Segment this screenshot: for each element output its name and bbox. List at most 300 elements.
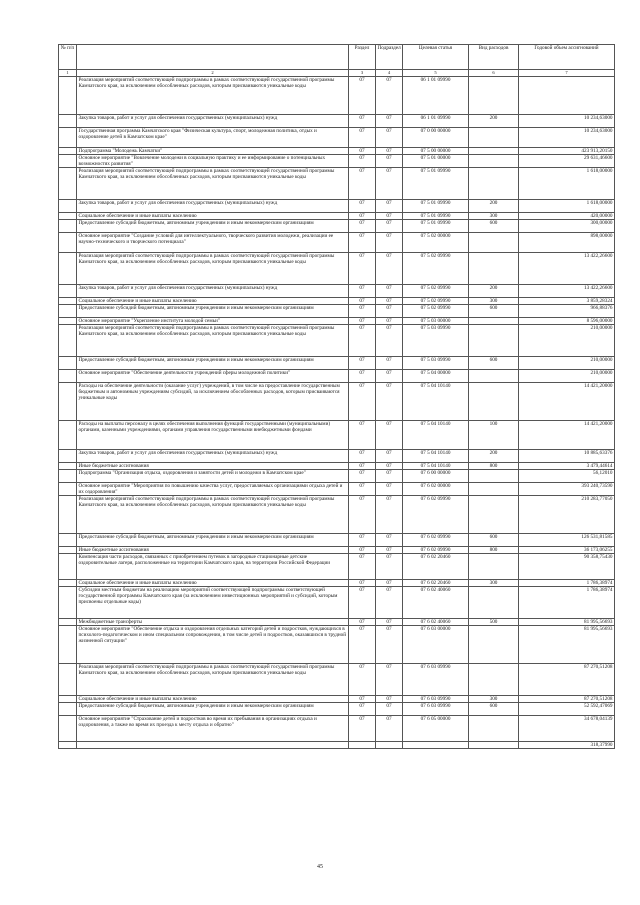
- cell-sec: 07: [349, 470, 376, 483]
- cell-sub: 07: [376, 580, 403, 587]
- cell-sec: 07: [349, 285, 376, 298]
- cell-exp: 300: [469, 580, 519, 587]
- table-row: [59, 554, 615, 580]
- table-row: [59, 128, 615, 148]
- cell-exp: 300: [469, 298, 519, 305]
- cell-exp: [469, 325, 519, 357]
- column-number: 2: [77, 70, 349, 77]
- cell-sub: 07: [376, 703, 403, 716]
- cell-name: Предоставление субсидий бюджетным, автономным учреждениям и иным некоммерческим организациям: [77, 534, 349, 547]
- cell-amt: 210,00000: [519, 357, 615, 370]
- column-number: 1: [59, 70, 77, 77]
- cell-num: [59, 357, 77, 370]
- cell-num: [59, 619, 77, 626]
- cell-tgt: 07 5 03 09990: [403, 325, 469, 357]
- cell-exp: [469, 626, 519, 664]
- cell-exp: [469, 148, 519, 155]
- cell-sec: 07: [349, 318, 376, 325]
- budget-table: [58, 44, 615, 749]
- table-row: [59, 77, 615, 115]
- cell-name: Подпрограмма "Молодежь Камчатки": [77, 148, 349, 155]
- cell-sub: 07: [376, 253, 403, 285]
- cell-num: [59, 383, 77, 421]
- cell-sub: 07: [376, 696, 403, 703]
- cell-num: [59, 716, 77, 742]
- cell-sub: 07: [376, 450, 403, 463]
- cell-sub: 07: [376, 664, 403, 696]
- cell-sec: 07: [349, 619, 376, 626]
- column-number: 3: [349, 70, 376, 77]
- header-section: Раздел: [349, 45, 376, 70]
- cell-exp: 300: [469, 696, 519, 703]
- header-subsection: Подраздел: [376, 45, 403, 70]
- table-row: [59, 716, 615, 742]
- cell-tgt: 07 6 02 40060: [403, 619, 469, 626]
- cell-amt: 126 531,81585: [519, 534, 615, 547]
- cell-sub: 07: [376, 554, 403, 580]
- cell-sec: 07: [349, 716, 376, 742]
- cell-sub: 07: [376, 305, 403, 318]
- table-row: [59, 298, 615, 305]
- cell-tgt: 07 5 02 09990: [403, 253, 469, 285]
- cell-amt: 393 240,73590: [519, 483, 615, 496]
- cell-tgt: 07 6 02 20460: [403, 554, 469, 580]
- cell-sec: 07: [349, 148, 376, 155]
- cell-sec: 07: [349, 483, 376, 496]
- table-row: [59, 200, 615, 213]
- cell-tgt: 07 6 03 09990: [403, 703, 469, 716]
- cell-num: [59, 626, 77, 664]
- table-row: [59, 155, 615, 168]
- cell-amt: 87 270,51208: [519, 696, 615, 703]
- cell-sec: 07: [349, 463, 376, 470]
- cell-exp: [469, 483, 519, 496]
- table-row: [59, 463, 615, 470]
- table-header-row: [59, 45, 615, 70]
- cell-name: Компенсация части расходов, связанных с приобретением путевок в загородные стационарные детские оздоровительные лагеря, расположенные на территории Камчатского края, на территории Российской Федерации: [77, 554, 349, 580]
- cell-tgt: 07 5 03 00000: [403, 318, 469, 325]
- cell-sec: 07: [349, 450, 376, 463]
- cell-sec: 07: [349, 496, 376, 534]
- table-row: [59, 370, 615, 383]
- cell-sec: 07: [349, 554, 376, 580]
- cell-amt: 423 913,20150: [519, 148, 615, 155]
- table-row: [59, 619, 615, 626]
- cell-sec: 07: [349, 325, 376, 357]
- cell-name: Межбюджетные трансферты: [77, 619, 349, 626]
- table-row: [59, 626, 615, 664]
- cell-num: [59, 318, 77, 325]
- cell-tgt: 07 5 01 09990: [403, 220, 469, 233]
- cell-num: [59, 547, 77, 554]
- cell-name: Социальное обеспечение и иные выплаты населению: [77, 298, 349, 305]
- cell-amt: 3 479,44614: [519, 463, 615, 470]
- cell-name: Реализация мероприятий соответствующей подпрограммы в рамках соответствующей государственной программы Камчатского края, за исключением обособленных расходов, которым присваиваются уникальные коды: [77, 253, 349, 285]
- cell-num: [59, 483, 77, 496]
- cell-exp: [469, 716, 519, 742]
- table-row: [59, 450, 615, 463]
- cell-sec: 07: [349, 253, 376, 285]
- cell-amt: 420,00000: [519, 213, 615, 220]
- cell-num: [59, 496, 77, 534]
- cell-exp: [469, 155, 519, 168]
- cell-sub: 07: [376, 325, 403, 357]
- cell-amt: 14 421,20000: [519, 421, 615, 450]
- cell-sec: 07: [349, 115, 376, 128]
- header-amount: Годовой объем ассигнований: [519, 45, 615, 70]
- cell-num: [59, 534, 77, 547]
- cell-name: Основное мероприятие "Обеспечение деятельности учреждений сферы молодежной политики": [77, 370, 349, 383]
- cell-sub: 07: [376, 547, 403, 554]
- table-row: [59, 285, 615, 298]
- cell-amt: 52 592,47069: [519, 703, 615, 716]
- cell-exp: [469, 168, 519, 200]
- table-row: [59, 483, 615, 496]
- cell-tgt: 07 5 01 09990: [403, 213, 469, 220]
- table-row: [59, 534, 615, 547]
- cell-sub: 07: [376, 200, 403, 213]
- cell-sec: 07: [349, 534, 376, 547]
- table-row: [59, 220, 615, 233]
- column-number: 5: [403, 70, 469, 77]
- cell-name: Основное мероприятие "Мероприятия по повышению качества услуг, предоставляемых организациями отдыха детей и их оздоровления": [77, 483, 349, 496]
- cell-name: Расходы на выплаты персоналу в целях обеспечения выполнения функций государственными (муниципальными) органами, казенными учреждениями, органами управления государственными внебюджетными фондами: [77, 421, 349, 450]
- cell-exp: [469, 128, 519, 148]
- cell-sub: 07: [376, 587, 403, 619]
- table-row: [59, 148, 615, 155]
- cell-name: Подпрограмма "Организация отдыха, оздоровления и занятости детей и молодежи в Камчатском крае": [77, 470, 349, 483]
- column-number: 4: [376, 70, 403, 77]
- cell-tgt: 07 5 00 00000: [403, 148, 469, 155]
- cell-name: Реализация мероприятий соответствующей подпрограммы в рамках соответствующей государственной программы Камчатского края, за исключением обособленных расходов, которым присваиваются уникальные коды: [77, 325, 349, 357]
- table-row: [59, 213, 615, 220]
- cell-tgt: 07 6 03 00000: [403, 626, 469, 664]
- table-row: [59, 696, 615, 703]
- cell-num: [59, 233, 77, 253]
- cell-amt: 1 618,00000: [519, 168, 615, 200]
- cell-name: Социальное обеспечение и иные выплаты населению: [77, 580, 349, 587]
- cell-sub: 07: [376, 496, 403, 534]
- cell-tgt: 07 6 00 00000: [403, 470, 469, 483]
- cell-amt: 29 631,46600: [519, 155, 615, 168]
- cell-sub: 07: [376, 463, 403, 470]
- cell-exp: [469, 233, 519, 253]
- cell-sec: 07: [349, 547, 376, 554]
- table-row: [59, 233, 615, 253]
- cell-amt: 1 618,00000: [519, 200, 615, 213]
- cell-exp: [469, 383, 519, 421]
- cell-name: Предоставление субсидий бюджетным, автономным учреждениям и иным некоммерческим организациям: [77, 357, 349, 370]
- cell-sec: 07: [349, 696, 376, 703]
- cell-sub: 07: [376, 148, 403, 155]
- table-row: [59, 580, 615, 587]
- cell-sec: 07: [349, 580, 376, 587]
- cell-sec: 07: [349, 298, 376, 305]
- cell-name: Основное мероприятие "Вовлечение молодежи в социальную практику и ее информирование о потенциальных возможностях развития": [77, 155, 349, 168]
- cell-num: [59, 213, 77, 220]
- cell-tgt: 07 5 01 09990: [403, 168, 469, 200]
- cell-sub: 07: [376, 534, 403, 547]
- cell-sec: 07: [349, 128, 376, 148]
- cell-name: Государственная программа Камчатского края "Физическая культура, спорт, молодежная политика, отдых и оздоровление детей в Камчатском крае": [77, 128, 349, 148]
- cell-amt: 210 283,77050: [519, 496, 615, 534]
- cell-exp: 100: [469, 421, 519, 450]
- table-row: [59, 742, 615, 749]
- table-row: [59, 587, 615, 619]
- cell-exp: [469, 318, 519, 325]
- cell-sub: [376, 742, 403, 749]
- cell-amt: 10 885,63376: [519, 450, 615, 463]
- cell-exp: 800: [469, 463, 519, 470]
- cell-num: [59, 554, 77, 580]
- cell-sub: 07: [376, 483, 403, 496]
- table-row: [59, 305, 615, 318]
- cell-tgt: 07 5 01 00000: [403, 155, 469, 168]
- cell-sec: 07: [349, 357, 376, 370]
- cell-num: [59, 298, 77, 305]
- cell-name: [77, 742, 349, 749]
- table-row: [59, 318, 615, 325]
- cell-sub: 07: [376, 128, 403, 148]
- cell-tgt: 07 0 00 00000: [403, 128, 469, 148]
- cell-name: Иные бюджетные ассигнования: [77, 547, 349, 554]
- cell-num: [59, 305, 77, 318]
- cell-amt: 210,00000: [519, 325, 615, 357]
- cell-amt: 3 859,28324: [519, 298, 615, 305]
- header-expense: Вид расходов: [469, 45, 519, 70]
- cell-sec: 07: [349, 200, 376, 213]
- cell-num: [59, 370, 77, 383]
- cell-name: Закупка товаров, работ и услуг для обеспечения государственных (муниципальных) нужд: [77, 450, 349, 463]
- table-row: [59, 421, 615, 450]
- cell-sub: 07: [376, 168, 403, 200]
- cell-sec: 07: [349, 587, 376, 619]
- cell-sub: 07: [376, 626, 403, 664]
- cell-sec: 07: [349, 233, 376, 253]
- cell-sec: 07: [349, 213, 376, 220]
- cell-num: [59, 587, 77, 619]
- cell-num: [59, 220, 77, 233]
- cell-num: [59, 253, 77, 285]
- cell-sec: 07: [349, 421, 376, 450]
- cell-amt: 966,88376: [519, 305, 615, 318]
- cell-tgt: 07 6 02 00000: [403, 483, 469, 496]
- cell-name: Реализация мероприятий соответствующей подпрограммы в рамках соответствующей государственной программы Камчатского края, за исключением обособленных расходов, которым присваиваются уникальные коды: [77, 168, 349, 200]
- cell-tgt: 07 6 02 20460: [403, 580, 469, 587]
- cell-exp: 800: [469, 547, 519, 554]
- cell-tgt: 07 6 03 09990: [403, 664, 469, 696]
- cell-sec: 07: [349, 77, 376, 115]
- table-row: [59, 470, 615, 483]
- cell-exp: [469, 77, 519, 115]
- cell-tgt: 07 5 04 10140: [403, 450, 469, 463]
- cell-amt: 8 596,00000: [519, 318, 615, 325]
- cell-num: [59, 115, 77, 128]
- cell-tgt: 07 5 02 09990: [403, 305, 469, 318]
- cell-amt: 898,00000: [519, 233, 615, 253]
- cell-tgt: 07 5 04 10140: [403, 421, 469, 450]
- cell-name: Предоставление субсидий бюджетным, автономным учреждениям и иным некоммерческим организациям: [77, 703, 349, 716]
- cell-num: [59, 664, 77, 696]
- cell-amt: 300,00000: [519, 220, 615, 233]
- cell-amt: 10 234,63000: [519, 115, 615, 128]
- cell-amt: 56,12010: [519, 470, 615, 483]
- cell-tgt: 07 5 03 09990: [403, 357, 469, 370]
- cell-sub: 07: [376, 619, 403, 626]
- cell-sub: 07: [376, 285, 403, 298]
- cell-num: [59, 325, 77, 357]
- cell-exp: 600: [469, 220, 519, 233]
- cell-tgt: 07 6 02 09990: [403, 547, 469, 554]
- cell-num: [59, 155, 77, 168]
- cell-amt: 210,00000: [519, 370, 615, 383]
- cell-num: [59, 703, 77, 716]
- cell-exp: [469, 554, 519, 580]
- cell-num: [59, 148, 77, 155]
- table-row: [59, 357, 615, 370]
- cell-tgt: 07 5 04 10140: [403, 383, 469, 421]
- cell-num: [59, 168, 77, 200]
- cell-sub: 07: [376, 716, 403, 742]
- cell-name: Основное мероприятие "Укрепление института молодой семьи": [77, 318, 349, 325]
- cell-exp: 300: [469, 213, 519, 220]
- cell-sec: 07: [349, 383, 376, 421]
- cell-num: [59, 285, 77, 298]
- cell-num: [59, 463, 77, 470]
- cell-tgt: 07 6 02 09990: [403, 534, 469, 547]
- table-row: [59, 664, 615, 696]
- cell-name: Закупка товаров, работ и услуг для обеспечения государственных (муниципальных) нужд: [77, 200, 349, 213]
- cell-exp: [469, 370, 519, 383]
- cell-name: Социальное обеспечение и иные выплаты населению: [77, 213, 349, 220]
- cell-name: Основное мероприятие "Обеспечение отдыха и оздоровления отдельных категорий детей и подростков, нуждающихся в психолого-педагогическом и ином специальном сопровождении, в том числе детей и подростков, оказавшихся в трудной жизненной ситуации": [77, 626, 349, 664]
- cell-name: Основное мероприятие "Создание условий для интеллектуального, творческого развития молодежи, реализации ее научно-технического и творческого потенциала": [77, 233, 349, 253]
- cell-amt: 1 786,38974: [519, 587, 615, 619]
- cell-num: [59, 742, 77, 749]
- cell-sec: 07: [349, 370, 376, 383]
- cell-exp: 200: [469, 285, 519, 298]
- cell-num: [59, 421, 77, 450]
- cell-tgt: 07 6 05 00000: [403, 716, 469, 742]
- cell-amt: 14 421,20000: [519, 383, 615, 421]
- cell-amt: 87 270,51208: [519, 664, 615, 696]
- cell-tgt: 07 5 04 10140: [403, 463, 469, 470]
- cell-tgt: 07 5 01 09990: [403, 200, 469, 213]
- cell-exp: [469, 587, 519, 619]
- cell-exp: [469, 253, 519, 285]
- cell-num: [59, 696, 77, 703]
- header-name: [77, 45, 349, 70]
- cell-exp: [469, 664, 519, 696]
- table-row: [59, 703, 615, 716]
- cell-name: Реализация мероприятий соответствующей подпрограммы в рамках соответствующей государственной программы Камчатского края, за исключением обособленных расходов, которым присваиваются уникальные коды: [77, 496, 349, 534]
- cell-amt: 13 422,26600: [519, 253, 615, 285]
- cell-tgt: 07 5 02 09990: [403, 298, 469, 305]
- cell-sec: 07: [349, 664, 376, 696]
- cell-exp: 600: [469, 534, 519, 547]
- cell-name: Субсидии местным бюджетам на реализацию мероприятий соответствующей подпрограммы соответствующей государственной программы Камчатского края (за исключением инвестиционных мероприятий и субсидий, которым присвоены отдельные коды): [77, 587, 349, 619]
- cell-sec: 07: [349, 220, 376, 233]
- cell-tgt: 07 6 03 09990: [403, 696, 469, 703]
- cell-exp: [469, 496, 519, 534]
- cell-tgt: 07 6 02 09990: [403, 496, 469, 534]
- cell-tgt: 07 5 04 00000: [403, 370, 469, 383]
- cell-num: [59, 77, 77, 115]
- cell-sec: 07: [349, 305, 376, 318]
- cell-sub: 07: [376, 115, 403, 128]
- cell-exp: 200: [469, 200, 519, 213]
- cell-exp: 200: [469, 450, 519, 463]
- cell-amt: [519, 77, 615, 115]
- cell-exp: 600: [469, 357, 519, 370]
- cell-sub: 07: [376, 213, 403, 220]
- table-row: [59, 253, 615, 285]
- header-num: № п/п: [59, 45, 77, 70]
- cell-amt: 90 358,75430: [519, 554, 615, 580]
- cell-exp: 500: [469, 619, 519, 626]
- cell-sub: 07: [376, 233, 403, 253]
- cell-name: Иные бюджетные ассигнования: [77, 463, 349, 470]
- cell-amt: 10 234,63000: [519, 128, 615, 148]
- table-row: [59, 115, 615, 128]
- cell-sub: 07: [376, 383, 403, 421]
- cell-sub: 07: [376, 77, 403, 115]
- cell-sub: 07: [376, 370, 403, 383]
- cell-amt: 13 422,26600: [519, 285, 615, 298]
- cell-amt: 36 173,06255: [519, 547, 615, 554]
- cell-name: Предоставление субсидий бюджетным, автономным учреждениям и иным некоммерческим организациям: [77, 220, 349, 233]
- table-row: [59, 496, 615, 534]
- column-number: 7: [519, 70, 615, 77]
- cell-sec: 07: [349, 626, 376, 664]
- cell-name: Основное мероприятие "Страхование детей и подростков во время их пребывания в организациях отдыха и оздоровления, а также во время их проезда к месту отдыха и обратно": [77, 716, 349, 742]
- cell-sub: 07: [376, 421, 403, 450]
- cell-amt: 81 995,56693: [519, 619, 615, 626]
- cell-name: Закупка товаров, работ и услуг для обеспечения государственных (муниципальных) нужд: [77, 285, 349, 298]
- cell-sec: 07: [349, 155, 376, 168]
- cell-tgt: [403, 742, 469, 749]
- cell-exp: 200: [469, 115, 519, 128]
- cell-exp: 600: [469, 703, 519, 716]
- cell-sec: 07: [349, 703, 376, 716]
- cell-tgt: 07 5 02 00000: [403, 233, 469, 253]
- cell-tgt: 07 5 02 09990: [403, 285, 469, 298]
- cell-exp: [469, 470, 519, 483]
- cell-sub: 07: [376, 318, 403, 325]
- header-target: Целевая статья: [403, 45, 469, 70]
- cell-amt: 81 995,56693: [519, 626, 615, 664]
- cell-sub: 07: [376, 357, 403, 370]
- cell-name: Реализация мероприятий соответствующей подпрограммы в рамках соответствующей государственной программы Камчатского края, за исключением обособленных расходов, которым присваиваются уникальные коды: [77, 664, 349, 696]
- cell-name: Закупка товаров, работ и услуг для обеспечения государственных (муниципальных) нужд: [77, 115, 349, 128]
- cell-sub: 07: [376, 470, 403, 483]
- cell-num: [59, 580, 77, 587]
- table-row: [59, 325, 615, 357]
- cell-sub: 07: [376, 220, 403, 233]
- page-number: 45: [317, 864, 323, 870]
- column-number: 6: [469, 70, 519, 77]
- cell-amt: 318,37990: [519, 742, 615, 749]
- cell-exp: 600: [469, 305, 519, 318]
- cell-name: Социальное обеспечение и иные выплаты населению: [77, 696, 349, 703]
- cell-tgt: 06 1 01 09990: [403, 115, 469, 128]
- cell-num: [59, 450, 77, 463]
- cell-sec: [349, 742, 376, 749]
- table-row: [59, 168, 615, 200]
- cell-sub: 07: [376, 155, 403, 168]
- cell-sec: 07: [349, 168, 376, 200]
- cell-exp: [469, 742, 519, 749]
